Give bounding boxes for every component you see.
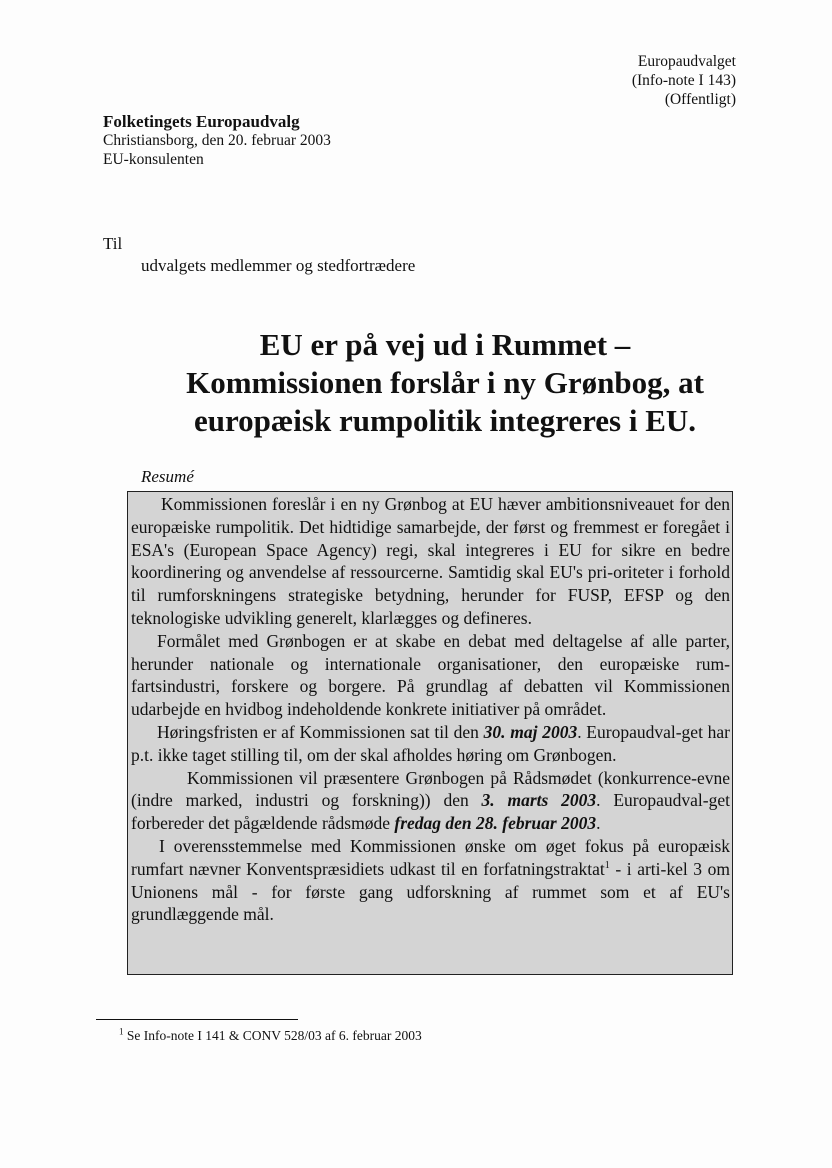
resume-heading: Resumé bbox=[141, 467, 194, 486]
title-line-3: europæisk rumpolitik integreres i EU. bbox=[193, 403, 697, 438]
sender-author: EU-konsulenten bbox=[103, 151, 204, 168]
p3-text: Høringsfristen er af Kommissionen sat til den bbox=[157, 721, 484, 742]
addressee-label: Til bbox=[103, 234, 123, 253]
addressee-block bbox=[103, 233, 415, 277]
council-meeting-date: 3. marts 2003 bbox=[481, 790, 597, 811]
addressee-recipients: udvalgets medlemmer og stedfortrædere bbox=[141, 256, 416, 275]
p5-text: I overensstemmelse med Kommissionen ønske om øget fokus på europæisk rumfart nævner Konventspræsidiets udkast til en forfatningstraktat bbox=[131, 835, 730, 879]
p3-text-after: . Europaudval-get har p.t. ikke taget stilling til, om der skal afholdes høring om Grønbogen. bbox=[131, 721, 730, 765]
sender-block bbox=[103, 112, 331, 169]
committee-meeting-date: fredag den 28. februar 2003 bbox=[394, 813, 597, 834]
resume-box bbox=[127, 491, 733, 975]
place-date: Christiansborg, den 20. februar 2003 bbox=[103, 132, 331, 149]
footnote-divider bbox=[96, 1019, 298, 1020]
resume-paragraph-3 bbox=[131, 721, 730, 767]
title-line-1: EU er på vej ud i Rummet – bbox=[259, 327, 631, 362]
footnote-number: 1 bbox=[119, 1026, 124, 1037]
resume-paragraph-1: Kommissionen foreslår i en ny Grønbog at EU hæver ambitionsniveauet for den europæiske rumpolitik. Det hidtidige samarbejde, der først og fremmest er foregået i ESA's (European Space Agency) regi, skal integreres i EU for sikre en bedre koordinering og anvendelse af ressourcerne. Samtidig skal EU's pri-oriteter i forhold til rumforskningens strategiske betydning, herunder for FUSP, EFSP og den teknologiske udvikling generelt, klarlægges og defineres. bbox=[131, 494, 730, 628]
p5-text-after: - i arti-kel 3 om Unionens mål - for første gang udforskning af rummet som et af EU's grundlæggende mål. bbox=[131, 858, 730, 925]
resume-paragraph-4 bbox=[131, 767, 730, 835]
info-note-number: (Info-note I 143) bbox=[631, 72, 736, 89]
title-line-2: Kommissionen forslår i ny Grønbog, at bbox=[186, 365, 704, 400]
resume-paragraph-5 bbox=[131, 835, 730, 926]
document-title bbox=[150, 326, 740, 440]
p4-text-end: . bbox=[596, 813, 601, 834]
footnote-reference: 1 bbox=[604, 859, 610, 871]
hearing-deadline: 30. maj 2003 bbox=[483, 721, 578, 742]
resume-paragraph-2: Formålet med Grønbogen er at skabe en debat med deltagelse af alle parter, herunder nationale og internationale organisationer, den europæiske rum-fartsindustri, forskere og borgere. På grundlag af debatten vil Kommissionen udarbejde en hvidbog indeholdende konkrete initiativer på området. bbox=[131, 630, 730, 720]
p4-text-mid: . Europaudval-get forbereder det pågældende rådsmøde bbox=[131, 790, 730, 834]
sender-organization: Folketingets Europaudvalg bbox=[103, 112, 300, 131]
p4-text: Kommissionen vil præsentere Grønbogen på Rådsmødet (konkurrence-evne (indre marked, industri og forskning)) den bbox=[131, 767, 730, 811]
committee-name: Europaudvalget bbox=[637, 53, 736, 70]
footnote bbox=[119, 1027, 422, 1045]
document-reference bbox=[632, 52, 736, 109]
classification: (Offentligt) bbox=[664, 91, 736, 108]
footnote-text: Se Info-note I 141 & CONV 528/03 af 6. februar 2003 bbox=[126, 1028, 422, 1043]
